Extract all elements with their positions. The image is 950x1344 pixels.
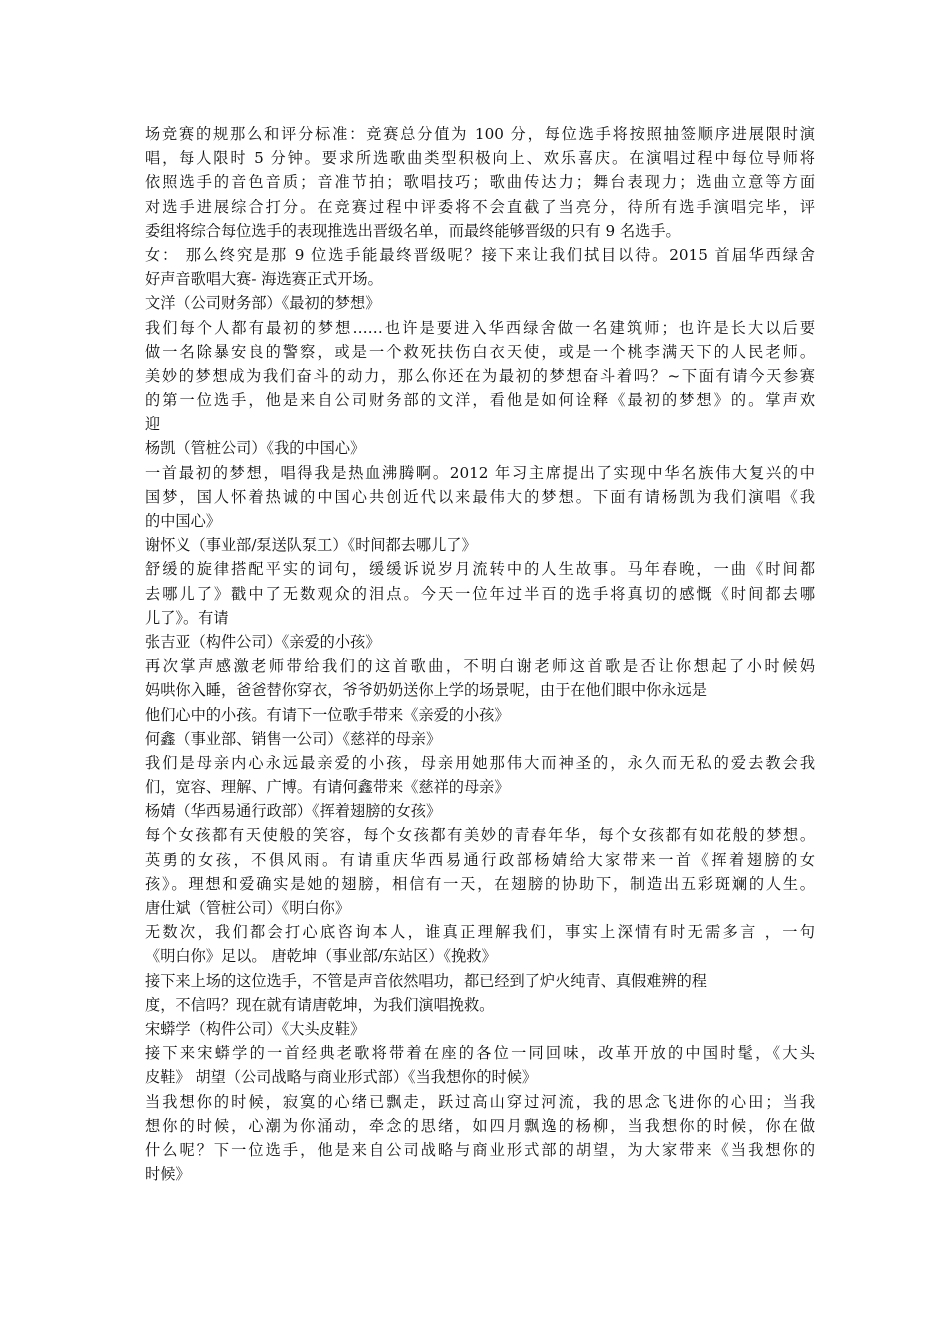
- text-line: 接下来上场的这位选手，不管是声音依然唱功，都已经到了炉火纯青、真假难辨的程: [145, 971, 707, 990]
- text-line: 依照选手的音色音质；音准节拍；歌唱技巧；歌曲传达力；舞台表现力；选曲立意等方面: [145, 173, 815, 192]
- text-line: 接下来宋蟒学的一首经典老歌将带着在座的各位一同回味，改革开放的中国时髦，《大头: [145, 1044, 815, 1063]
- text-line: 张吉亚（构件公司）《亲爱的小孩》: [145, 632, 381, 651]
- text-line: 再次掌声感激老师带给我们的这首歌曲，不明白谢老师这首歌是否让你想起了小时候妈: [145, 657, 815, 676]
- text-line: 们，宽容、理解、广博。有请何鑫带来《慈祥的母亲》: [145, 778, 510, 797]
- text-line: 时候》: [145, 1165, 191, 1184]
- text-line: 美妙的梦想成为我们奋斗的动力，那么你还在为最初的梦想奋斗着吗？~下面有请今天参赛: [145, 366, 815, 385]
- text-line: 唐仕斌（管桩公司）《明白你》: [145, 899, 351, 917]
- text-line: 一首最初的梦想，唱得我是热血沸腾啊。2012 年习主席提出了实现中华名族伟大复兴的中: [145, 463, 815, 482]
- text-line: 迎: [145, 415, 161, 434]
- text-line: 什么呢？下一位选手，他是来自公司战略与商业形式部的胡望，为大家带来《当我想你的: [145, 1140, 815, 1159]
- text-line: 好声音歌唱大赛- 海选赛正式开场。: [145, 270, 383, 289]
- text-line: 的第一位选手，他是来自公司财务部的文洋，看他是如何诠释《最初的梦想》的。掌声欢: [145, 391, 815, 410]
- text-line: 去哪儿了》戳中了无数观众的泪点。今天一位年过半百的选手将真切的感慨《时间都去哪: [145, 584, 815, 603]
- text-line: 每个女孩都有天使般的笑容，每个女孩都有美妙的青春年华，每个女孩都有如花般的梦想。: [145, 826, 815, 845]
- text-line: 宋蟒学（构件公司）《大头皮鞋》: [145, 1019, 366, 1038]
- text-line: 对选手进展综合打分。在竞赛过程中评委将不会直截了当亮分，待所有选手演唱完毕，评: [145, 197, 815, 216]
- text-line: 何鑫（事业部、销售一公司）《慈祥的母亲》: [145, 729, 442, 748]
- text-line: 杨婧（华西易通行政部）《挥着翅膀的女孩》: [145, 802, 442, 821]
- text-line: 儿了》。有请: [145, 608, 229, 627]
- text-line: 英勇的女孩，不俱风雨。有请重庆华西易通行政部杨婧给大家带来一首《挥着翅膀的女: [145, 850, 815, 869]
- text-line: 孩》。理想和爱确实是她的翅膀，相信有一天，在翅膀的协助下，制造出五彩斑斓的人生。: [145, 874, 815, 893]
- text-line: 皮鞋》 胡望（公司战略与商业形式部）《当我想你的时候》: [145, 1068, 538, 1087]
- text-line: 委组将综合每位选手的表现推选出晋级名单，而最终能够晋级的只有 9 名选手。: [145, 221, 681, 240]
- document-body: [145, 122, 815, 1186]
- text-line: 国梦，国人怀着热诚的中国心共创近代以来最伟大的梦想。下面有请杨凯为我们演唱《我: [145, 487, 815, 506]
- text-line: 谢怀义（事业部/泵送队泵工）《时间都去哪儿了》: [145, 536, 477, 555]
- text-line: 《明白你》足以。 唐乾坤（事业部/东站区）《挽救》: [145, 947, 497, 966]
- text-line: 度，不信吗？现在就有请唐乾坤，为我们演唱挽救。: [145, 995, 495, 1014]
- text-line: 我们每个人都有最初的梦想……也许是要进入华西绿舍做一名建筑师；也许是长大以后要: [145, 318, 815, 337]
- text-line: 我们是母亲内心永远最亲爱的小孩，母亲用她那伟大而神圣的，永久而无私的爱去教会我: [145, 753, 815, 772]
- text-line: 场竞赛的规那么和评分标准：竞赛总分值为 100 分，每位选手将按照抽签顺序进展限时演: [145, 125, 815, 143]
- text-line: 无数次，我们都会打心底咨询本人，谁真正理解我们，事实上深情有时无需多言 ，一句: [145, 923, 815, 942]
- text-line: 想你的时候，心潮为你涌动，牵念的思绪，如四月飘逸的杨柳，当我想你的时候，你在做: [145, 1116, 815, 1135]
- text-line: 做一名除暴安良的警察，或是一个救死扶伤白衣天使，或是一个桃李满天下的人民老师。: [145, 342, 815, 361]
- text-line: 舒缓的旋律搭配平实的词句，缓缓诉说岁月流转中的人生故事。马年春晚，一曲《时间都: [145, 560, 815, 579]
- text-line: 女： 那么终究是那 9 位选手能最终晋级呢？接下来让我们拭目以待。2015 首届华西绿舍: [145, 245, 815, 264]
- text-line: 杨凯（管桩公司）《我的中国心》: [145, 439, 366, 458]
- text-line: 当我想你的时候，寂寞的心绪已飘走，跃过高山穿过河流，我的思念飞进你的心田；当我: [145, 1092, 815, 1111]
- text-line: 文洋（公司财务部）《最初的梦想》: [145, 294, 381, 313]
- text-line: 他们心中的小孩。有请下一位歌手带来《亲爱的小孩》: [145, 705, 510, 724]
- text-line: 的中国心》: [145, 512, 221, 530]
- text-line: 唱，每人限时 5 分钟。要求所选歌曲类型积极向上、欢乐喜庆。在演唱过程中每位导师将: [145, 149, 815, 168]
- text-line: 妈哄你入睡，爸爸替你穿衣，爷爷奶奶送你上学的场景呢，由于在他们眼中你永远是: [145, 681, 707, 700]
